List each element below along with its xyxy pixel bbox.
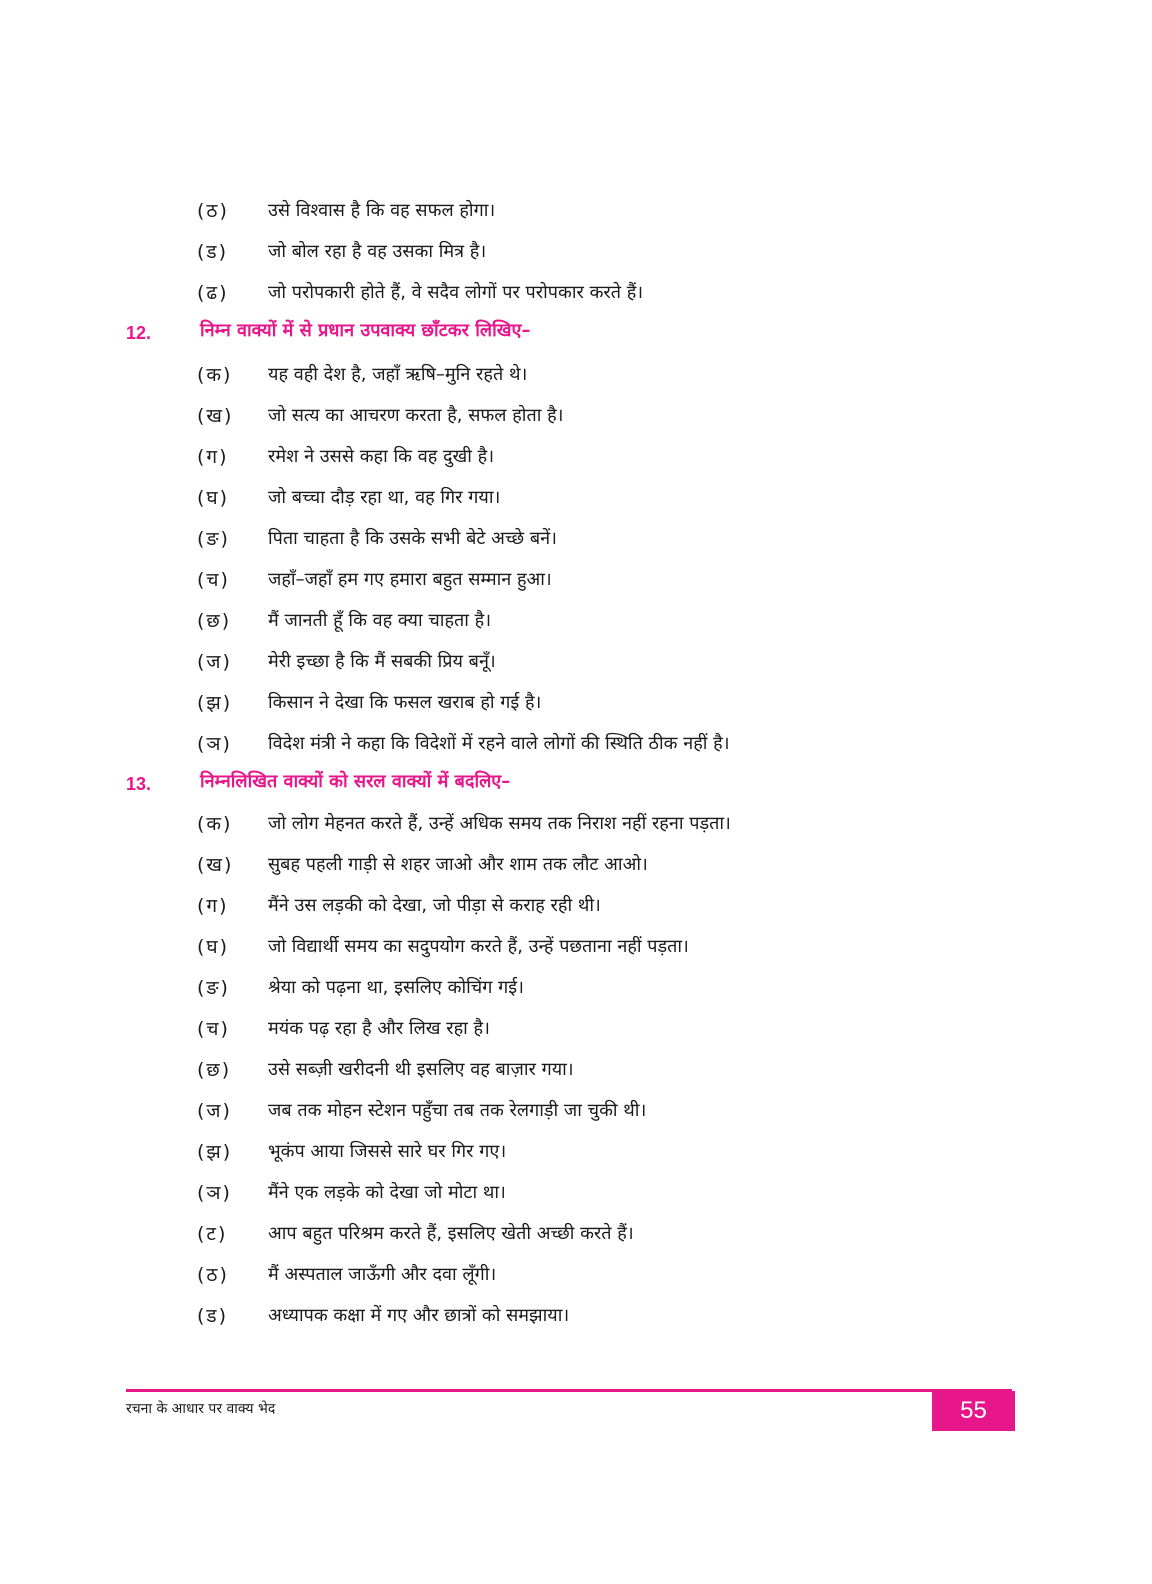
item-text: जो परोपकारी होते हैं, वे सदैव लोगों पर परोपकार करते हैं। bbox=[268, 282, 644, 303]
item-marker: (ञ) bbox=[197, 1182, 232, 1204]
item-text: पिता चाहता है कि उसके सभी बेटे अच्छे बनें। bbox=[268, 528, 557, 549]
list-item bbox=[0, 851, 1152, 892]
question-12-heading bbox=[0, 317, 1152, 351]
question-text: निम्न वाक्यों में से प्रधान उपवाक्य छाँटकर लिखिए– bbox=[200, 320, 531, 341]
list-item bbox=[0, 974, 1152, 1015]
item-text: सुबह पहली गाड़ी से शहर जाओ और शाम तक लौट आओ। bbox=[268, 854, 648, 875]
item-text: जब तक मोहन स्टेशन पहुँचा तब तक रेलगाड़ी जा चुकी थी। bbox=[268, 1100, 647, 1121]
item-text: मैं जानती हूँ कि वह क्या चाहता है। bbox=[268, 610, 492, 631]
list-item bbox=[0, 197, 1152, 238]
question-13-items bbox=[0, 810, 1152, 1343]
list-item bbox=[0, 402, 1152, 443]
item-text: मैं अस्पताल जाऊँगी और दवा लूँगी। bbox=[268, 1264, 497, 1285]
list-item bbox=[0, 443, 1152, 484]
item-text: जो लोग मेहनत करते हैं, उन्हें अधिक समय तक निराश नहीं रहना पड़ता। bbox=[268, 813, 731, 834]
list-item bbox=[0, 730, 1152, 771]
list-item bbox=[0, 1056, 1152, 1097]
list-item bbox=[0, 648, 1152, 689]
question-13-heading bbox=[0, 768, 1152, 802]
question-12-items bbox=[0, 361, 1152, 771]
item-marker: (क) bbox=[197, 813, 233, 835]
item-marker: (च) bbox=[197, 569, 230, 591]
page-number: 55 bbox=[932, 1391, 1015, 1431]
item-marker: (ग) bbox=[197, 895, 229, 917]
list-item bbox=[0, 1015, 1152, 1056]
list-item bbox=[0, 1097, 1152, 1138]
item-text: उसे सब्ज़ी खरीदनी थी इसलिए वह बाज़ार गया। bbox=[268, 1059, 574, 1080]
item-text: विदेश मंत्री ने कहा कि विदेशों में रहने वाले लोगों की स्थिति ठीक नहीं है। bbox=[268, 733, 730, 754]
list-item bbox=[0, 484, 1152, 525]
question-number: 13. bbox=[126, 774, 152, 794]
item-marker: (ड) bbox=[197, 241, 228, 263]
item-marker: (ठ) bbox=[197, 200, 229, 222]
item-text: किसान ने देखा कि फसल खराब हो गई है। bbox=[268, 692, 542, 713]
continued-item-list bbox=[0, 197, 1152, 320]
list-item bbox=[0, 689, 1152, 730]
item-marker: (छ) bbox=[197, 1059, 232, 1081]
item-marker: (ज) bbox=[197, 1100, 232, 1122]
item-text: मैंने उस लड़की को देखा, जो पीड़ा से कराह रही थी। bbox=[268, 895, 601, 916]
item-marker: (झ) bbox=[197, 692, 233, 714]
list-item bbox=[0, 607, 1152, 648]
item-text: जो बच्चा दौड़ रहा था, वह गिर गया। bbox=[268, 487, 501, 508]
list-item bbox=[0, 810, 1152, 851]
item-marker: (च) bbox=[197, 1018, 230, 1040]
question-number: 12. bbox=[126, 323, 152, 343]
list-item bbox=[0, 1220, 1152, 1261]
item-text: मयंक पढ़ रहा है और लिख रहा है। bbox=[268, 1018, 490, 1039]
item-marker: (ड) bbox=[197, 1305, 228, 1327]
item-marker: (ख) bbox=[197, 405, 234, 427]
item-text: आप बहुत परिश्रम करते हैं, इसलिए खेती अच्छी करते हैं। bbox=[268, 1223, 634, 1244]
item-marker: (ङ) bbox=[197, 977, 230, 999]
footer-chapter-title: रचना के आधार पर वाक्य भेद bbox=[126, 1401, 276, 1417]
list-item bbox=[0, 1179, 1152, 1220]
list-item bbox=[0, 279, 1152, 320]
item-text: जहाँ–जहाँ हम गए हमारा बहुत सम्मान हुआ। bbox=[268, 569, 552, 590]
item-marker: (क) bbox=[197, 364, 233, 386]
item-text: भूकंप आया जिससे सारे घर गिर गए। bbox=[268, 1141, 507, 1162]
question-text: निम्नलिखित वाक्यों को सरल वाक्यों में बदलिए– bbox=[200, 771, 511, 792]
footer-divider bbox=[126, 1389, 1012, 1392]
item-marker: (ठ) bbox=[197, 1264, 229, 1286]
item-text: मैंने एक लड़के को देखा जो मोटा था। bbox=[268, 1182, 506, 1203]
item-marker: (घ) bbox=[197, 487, 230, 509]
list-item bbox=[0, 238, 1152, 279]
item-marker: (ङ) bbox=[197, 528, 230, 550]
item-text: श्रेया को पढ़ना था, इसलिए कोचिंग गई। bbox=[268, 977, 524, 998]
item-marker: (झ) bbox=[197, 1141, 233, 1163]
list-item bbox=[0, 566, 1152, 607]
item-marker: (ग) bbox=[197, 446, 229, 468]
item-marker: (ञ) bbox=[197, 733, 232, 755]
item-marker: (ख) bbox=[197, 854, 234, 876]
list-item bbox=[0, 1138, 1152, 1179]
list-item bbox=[0, 361, 1152, 402]
item-text: जो बोल रहा है वह उसका मित्र है। bbox=[268, 241, 487, 262]
list-item bbox=[0, 1302, 1152, 1343]
list-item bbox=[0, 1261, 1152, 1302]
item-marker: (ढ) bbox=[197, 282, 229, 304]
item-marker: (घ) bbox=[197, 936, 230, 958]
list-item bbox=[0, 933, 1152, 974]
item-text: जो विद्यार्थी समय का सदुपयोग करते हैं, उन्हें पछताना नहीं पड़ता। bbox=[268, 936, 689, 957]
item-text: जो सत्य का आचरण करता है, सफल होता है। bbox=[268, 405, 564, 426]
item-text: उसे विश्वास है कि वह सफल होगा। bbox=[268, 200, 496, 221]
list-item bbox=[0, 525, 1152, 566]
item-text: यह वही देश है, जहाँ ऋषि–मुनि रहते थे। bbox=[268, 364, 528, 385]
item-text: रमेश ने उससे कहा कि वह दुखी है। bbox=[268, 446, 495, 467]
item-text: मेरी इच्छा है कि मैं सबकी प्रिय बनूँ। bbox=[268, 651, 496, 672]
item-marker: (छ) bbox=[197, 610, 232, 632]
item-marker: (ज) bbox=[197, 651, 232, 673]
list-item bbox=[0, 892, 1152, 933]
item-marker: (ट) bbox=[197, 1223, 228, 1245]
item-text: अध्यापक कक्षा में गए और छात्रों को समझाया। bbox=[268, 1305, 570, 1326]
